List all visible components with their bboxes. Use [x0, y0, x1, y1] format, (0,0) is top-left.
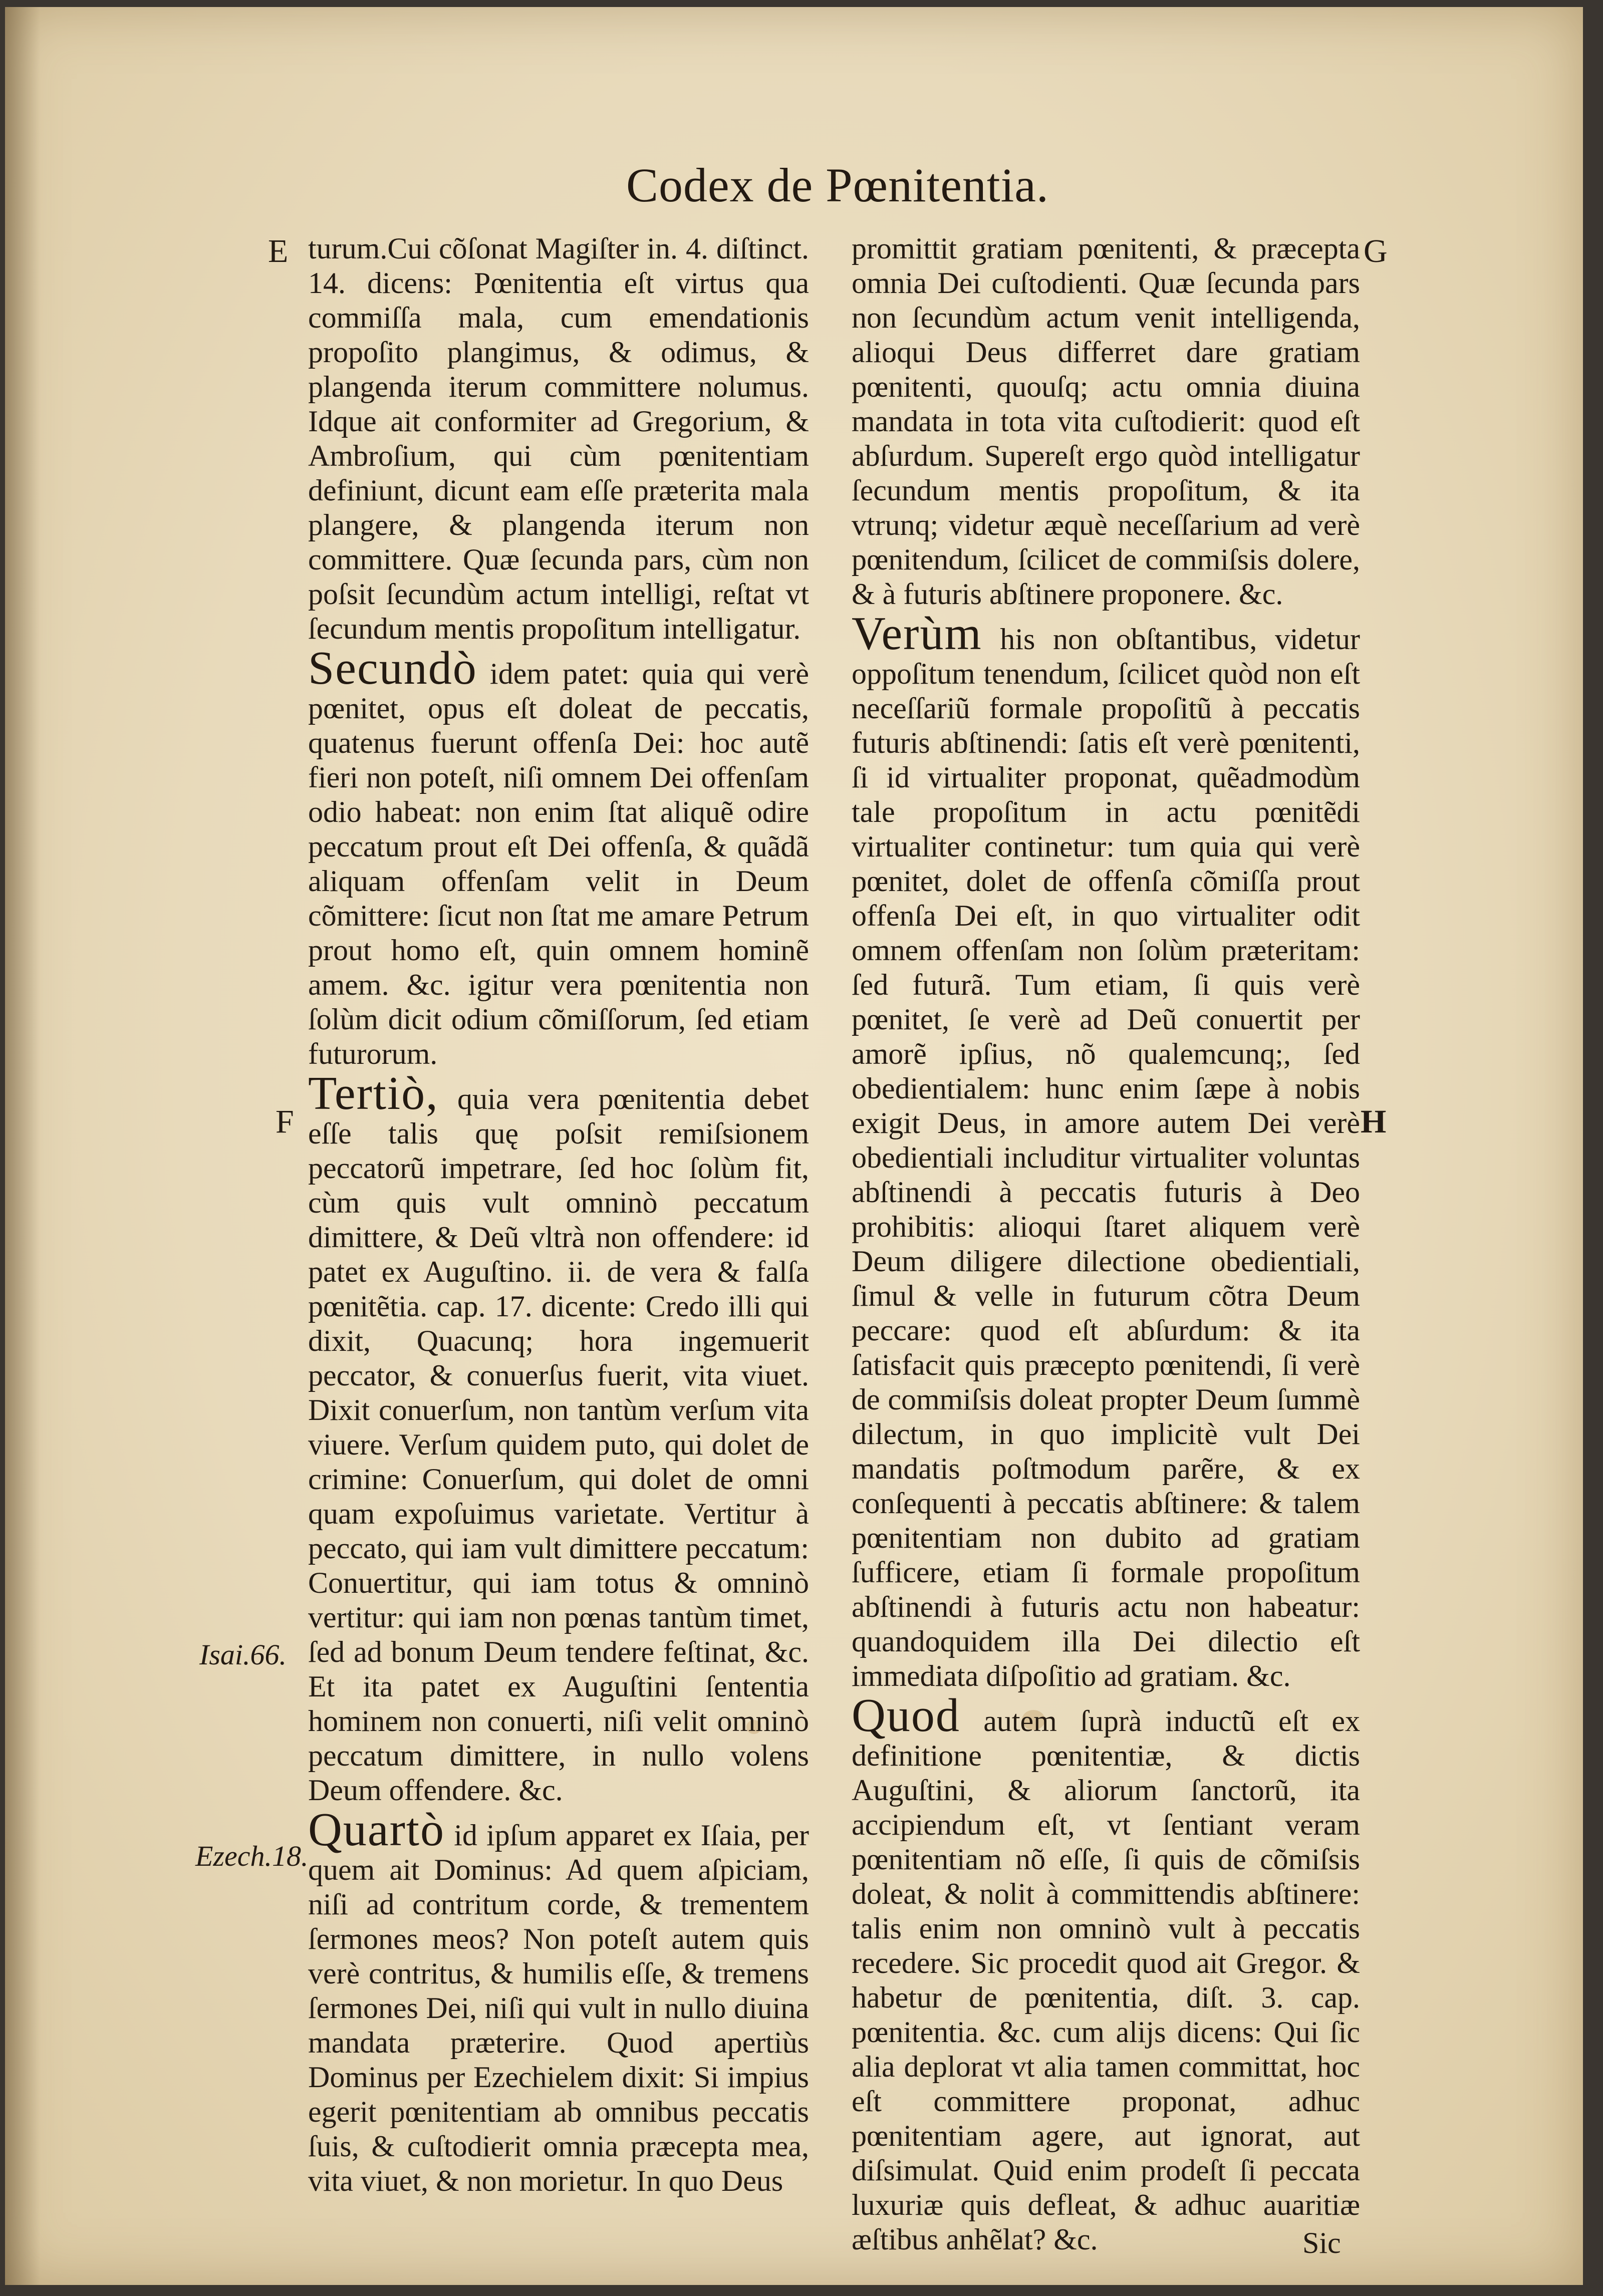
paragraph [308, 642, 809, 1071]
margin-note-ezekiel: Ezech.18. [195, 1840, 309, 1872]
drop-word: Tertiò, [308, 1067, 439, 1119]
drop-word: Quod [852, 1689, 960, 1742]
drop-word: Verùm [852, 608, 982, 660]
paragraph-text: his non obſtantibus, videtur oppoſitum tenendum, ſcilicet quòd non eſt neceſſariũ formale propoſitũ à peccatis futuris abſtinendi: ſatis eſt verè pœnitenti, ſi id virtualiter proponat, quẽadmodùm tale propoſitum in actu pœnitẽdi virtualiter continetur: tum quia qui verè pœnitet, dolet de offenſa cõmiſſa prout offenſa Dei eſt, in quo virtualiter odit omnem offenſam non ſolùm præteritam: ſed futurã. Tum etiam, ſi quis verè pœnitet, ſe verè ad Deũ conuertit per amorẽ ipſius, nõ qualemcunq;, ſed obedientialem: hunc enim ſæpe à nobis exigit Deus, in amore autem Dei verè obedientiali includitur virtualiter voluntas abſtinendi à peccatis futuris à Deo prohibitis: alioqui ſtaret aliquem verè Deum diligere dilectione obedientiali, ſimul & velle in futurum cõtra Deum peccare: quod eſt abſurdum: & ita ſatisfacit quis præcepto pœnitendi, ſi verè de commiſsis doleat propter Deum ſummè dilectum, in quo implicitè vult Dei mandatis poſtmodum parẽre, & ex conſequenti à peccatis abſtinere: & talem pœnitentiam non dubito ad gratiam ſufficere, etiam ſi formale propoſitum abſtinendi à futuris actu non habeatur: quandoquidem illa Dei dilectio eſt immediata diſpoſitio ad gratiam. &c. [852, 623, 1360, 1692]
drop-word: Quartò [308, 1804, 445, 1856]
paragraph-text: autem ſuprà inductũ eſt ex definitione pœnitentiæ, & dictis Auguſtini, & aliorum ſanctorũ, ita accipiendum eſt, vt ſentiant veram pœnitentiam nõ eſſe, ſi quis de cõmiſsis doleat, & nolit à committendis abſtinere: talis enim non omninò vult à peccatis recedere. Sic procedit quod ait Gregor. & habetur de pœnitentia, diſt. 3. cap. pœnitentia. &c. cum alijs dicens: Qui ſic alia deplorat vt alia tamen committat, hoc eſt committere proponat, adhuc pœnitentiam agere, aut ignorat, aut diſsimulat. Quid enim prodeſt ſi peccata luxuriæ quis defleat, & adhuc auaritiæ æſtibus anhẽlat? &c. [852, 1704, 1360, 2256]
running-head: Codex de Pœnitentia. [626, 158, 1049, 212]
section-marker-e: E [268, 233, 289, 269]
page-gutter-shadow [5, 7, 40, 2285]
section-marker-g: G [1364, 233, 1388, 269]
paragraph-text: quia vera pœnitentia debet eſſe talis quę poſsit remiſsionem peccatorũ impetrare, ſed hoc ſolùm fit, cùm quis vult omninò peccatum dimittere, & Deũ vltrà non offendere: id patet ex Auguſtino. ii. de vera & falſa pœnitẽtia. cap. 17. dicente: Credo illi qui dixit, Quacunq; hora ingemuerit peccator, & conuerſus fuerit, vita viuet. Dixit conuerſum, non tantùm verſum vita viuere. Verſum quidem puto, qui dolet de crimine: Conuerſum, qui dolet de omni quam expoſuimus varietate. Vertitur à peccato, qui iam vult dimittere peccatum: Conuertitur, qui iam totus & omninò vertitur: qui iam non pœnas tantùm timet, ſed ad bonum Deum tendere feſtinat, &c. Et ita patet ex Auguſtini ſententia hominem non conuerti, niſi velit omninò peccatum dimittere, in nullo volens Deum offendere. &c. [308, 1082, 809, 1807]
paragraph [308, 1804, 810, 2198]
paragraph [852, 608, 1360, 1693]
paragraph-text: id ipſum apparet ex Iſaia, per quem ait Dominus: Ad quem aſpiciam, niſi ad contritum corde, & trementem ſermones meos? Non poteſt autem quis verè contritus, & humilis eſſe, & tremens ſermones Dei, niſi qui vult in nullo diuina mandata præterire. Quod apertiùs Dominus per Ezechielem dixit: Si impius egerit pœnitentiam ab omnibus peccatis ſuis, & cuſtodierit omnia præcepta mea, vita viuet, & non morietur. In quo Deus [308, 1819, 810, 2197]
paragraph [852, 1689, 1360, 2257]
margin-note-isaiah: Isai.66. [199, 1638, 287, 1671]
section-marker-f: F [276, 1103, 294, 1140]
paragraph: promittit gratiam pœnitenti, & præcepta omnia Dei cuſtodienti. Quæ ſecunda pars non ſecundùm actum venit intelligenda, alioqui Deus differret dare gratiam pœnitenti, quouſq; actu omnia diuina mandata in tota vita cuſtodierit: quod eſt abſurdum. Supereſt ergo quòd intelligatur ſecundum mentis propoſitum, & ita vtrunq; videtur æquè neceſſarium ad verè pœnitendum, ſcilicet de commiſsis dolere, & à futuris abſtinere proponere. &c. [852, 232, 1360, 611]
paragraph-text: idem patet: quia qui verè pœnitet, opus eſt doleat de peccatis, quatenus fuerunt offenſa Dei: hoc autẽ fieri non poteſt, niſi omnem Dei offenſam odio habeat: non enim ſtat aliquẽ odire peccatum prout eſt Dei offenſa, & quãdã aliquam offenſam velit in Deum cõmittere: ſicut non ſtat me amare Petrum prout homo eſt, quin omnem hominẽ amem. &c. igitur vera pœnitentia non ſolùm dicit odium cõmiſſorum, ſed etiam futurorum. [308, 657, 809, 1070]
section-marker-h: H [1361, 1103, 1387, 1140]
drop-word: Secundò [308, 642, 477, 694]
paragraph [308, 1067, 809, 1808]
paragraph: turum.Cui cõſonat Magiſter in. 4. diſtinct. 14. dicens: Pœnitentia eſt virtus qua commiſſa mala, cum emendationis propoſito plangimus, & odimus, & plangenda iterum committere nolumus. Idque ait conformiter ad Gregorium, & Ambroſium, qui cùm pœnitentiam definiunt, dicunt eam eſſe præterita mala plangere, & plangenda iterum non committere. Quæ ſecunda pars, cùm non poſsit ſecundùm actum intelligi, reſtat vt ſecundum mentis propoſitum intelligatur. [308, 232, 809, 645]
left-column [308, 231, 809, 2202]
right-column [852, 231, 1360, 2261]
catchword: Sic [1302, 2226, 1341, 2259]
book-page [5, 7, 1583, 2285]
